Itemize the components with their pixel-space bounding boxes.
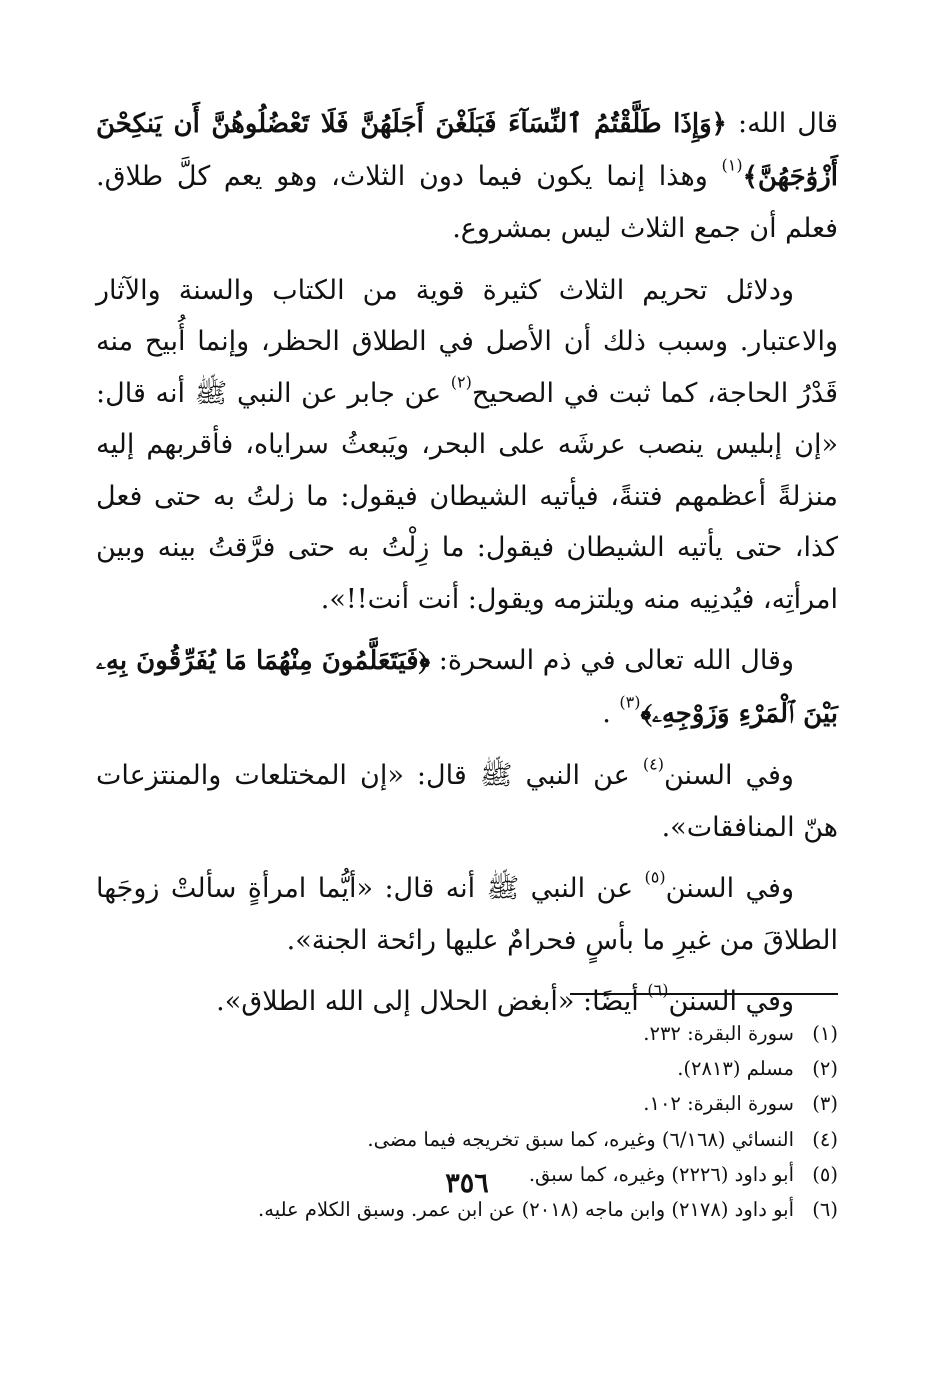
footnote-reference: (٤) [642,754,664,774]
footnote-item [96,1051,838,1086]
text-run: قال الله: [726,108,839,139]
footnote-item [96,1016,838,1051]
footnote-number: (٦) [812,1198,838,1222]
footnote-reference: (١) [721,155,743,175]
text-run: ودلائل تحريم الثلاث كثيرة قوية من الكتاب والسنة والآثار والاعتبار. وسبب ذلك أن الأصل في الطلاق الحظر، وإنما أُبيح منه قَدْرُ الحاجة، كما ثبت في الصحيح [96,274,839,409]
main-text [96,98,838,1028]
book-page [96,98,839,1222]
footnote-reference: (٦) [647,980,669,1000]
paragraph [96,750,838,853]
footnote-text: مسلم (٢٨١٣). [677,1057,794,1081]
text-run: عن النبي ﷺ أنه قال: «أيُّما امرأةٍ سألتْ زوجَها الطلاقَ من غيرِ ما بأسٍ فحرامٌ عليها رائحة الجنة». [96,873,838,956]
text-run: وفي السنن [668,986,794,1017]
paragraph [96,863,838,966]
page-number: ٣٥٦ [445,1168,489,1199]
text-run: أيضًا: «أبغض الحلال إلى الله الطلاق». [216,986,648,1017]
text-run: وقال الله تعالى في ذم السحرة: [430,645,794,676]
text-run: عن جابر عن النبي ﷺ أنه قال: «إن إبليس ينصب عرشَه على البحر، ويَبعثُ سراياه، فأقربهم إليه منزلةً أعظمهم فتنةً، فيأتيه الشيطان فيقول: ما زلتُ به حتى فعل كذا، حتى يأتيه الشيطان فيقول: ما زِلْتُ به حتى فرَّقتُ بينه وبين امرأتِه، فيُدنِيه منه ويلتزمه ويقول: أنت أنت!!». [96,377,839,615]
paragraph [96,265,838,626]
text-run: عن النبي ﷺ قال: «إن المختلعات والمنتزعات هنّ المنافقات». [96,760,838,843]
text-run: وفي السنن [663,760,794,791]
footnote-reference: (٢) [450,372,472,392]
footnote-number: (٤) [812,1127,838,1151]
footnote-text: سورة البقرة: ١٠٢. [643,1092,794,1116]
footnote-reference: (٣) [619,692,641,712]
footnote-number: (١) [812,1022,838,1045]
quran-verse: ﴿وَإِذَا طَلَّقْتُمُ ٱلنِّسَآءَ فَبَلَغْنَ أَجَلَهُنَّ فَلَا تَعْضُلُوهُنَّ أَن يَنكِحْنَ أَزْوَٰجَهُنَّ﴾ [96,109,838,192]
footnote-number: (٣) [812,1092,838,1116]
text-run: . [602,697,620,729]
paragraph [96,98,838,255]
footnote-text: أبو داود (٢٢٢٦) وغيره، كما سبق. [528,1162,794,1186]
paragraph [96,635,838,740]
footnote-reference: (٥) [644,867,666,887]
footnote-text: سورة البقرة: ٢٣٢. [643,1022,794,1045]
text-run: وفي السنن [665,873,794,904]
quran-verse: ﴿فَيَتَعَلَّمُونَ مِنْهُمَا مَا يُفَرِّقُونَ بِهِۦ بَيْنَ ٱلْمَرْءِ وَزَوْجِهِۦ﴾ [96,646,838,729]
footnote-number: (٥) [812,1162,838,1186]
footnote-number: (٢) [812,1057,838,1081]
footnote-item [96,1122,838,1157]
text-run: وهذا إنما يكون فيما دون الثلاث، وهو يعم كلَّ طلاق. فعلم أن جمع الثلاث ليس بمشروع. [96,160,838,244]
footnote-text: أبو داود (٢١٧٨) وابن ماجه (٢٠١٨) عن ابن عمر. وسبق الكلام عليه. [258,1198,794,1222]
footnote-divider [570,993,838,995]
footnote-item [96,1086,838,1121]
footnote-text: النسائي (٦/١٦٨) وغيره، كما سبق تخريجه فيما مضى. [367,1127,794,1151]
